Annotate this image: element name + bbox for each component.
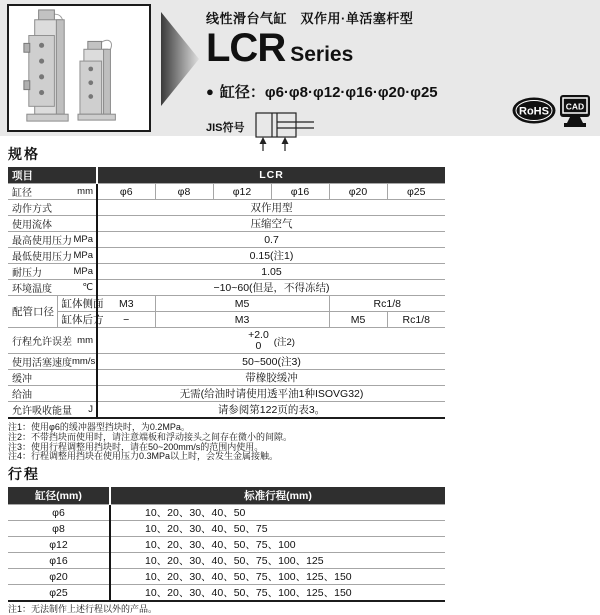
spec-label-text: 最低使用压力 xyxy=(12,252,72,263)
spec-value-cell: Rc1/8 xyxy=(387,312,445,328)
page-title xyxy=(206,28,506,77)
spec-value-cell: M5 xyxy=(155,296,329,312)
spec-value-cell: M5 xyxy=(329,312,387,328)
spec-value-cell: 0.7 xyxy=(97,232,445,248)
stroke-table xyxy=(8,487,445,602)
spec-row xyxy=(8,402,445,419)
spec-label-text: 缸径 xyxy=(12,188,32,199)
spec-label-text: 环境温度 xyxy=(12,284,52,295)
spec-row xyxy=(8,200,445,216)
tolerance-lower: 0 xyxy=(255,339,262,352)
jis-label: JIS符号 xyxy=(206,122,245,134)
stroke-row xyxy=(8,537,445,553)
spec-row xyxy=(8,354,445,370)
stroke-header-row xyxy=(8,487,445,505)
stroke-section xyxy=(8,464,445,615)
stroke-values-cell: 10、20、30、40、50、75、100、125 xyxy=(110,553,445,569)
slide-cylinder-illustration xyxy=(9,6,145,126)
spec-value-cell: φ12 xyxy=(213,184,271,200)
spec-value-cell: 1.05 xyxy=(97,264,445,280)
stroke-bore-cell: φ8 xyxy=(8,521,110,537)
spec-note: 注1：使用φ6的缓冲器型挡块时，为0.2MPa。 xyxy=(8,422,190,432)
spec-row xyxy=(8,328,445,354)
spec-row xyxy=(8,232,445,248)
spec-header-row xyxy=(8,167,445,184)
spec-value-cell: 带橡胶缓冲 xyxy=(97,370,445,386)
stroke-values-cell: 10、20、30、40、50、75、100、125、150 xyxy=(110,585,445,602)
spec-row xyxy=(8,184,445,200)
spec-row-label xyxy=(8,354,97,370)
spec-unit-text: MPa xyxy=(73,234,93,245)
spec-row xyxy=(8,216,445,232)
stroke-bore-cell: φ20 xyxy=(8,569,110,585)
spec-unit-text: MPa xyxy=(73,250,93,261)
spec-value-cell: Rc1/8 xyxy=(329,296,445,312)
product-subtitle: 线性滑台气缸 双作用·单活塞杆型 xyxy=(206,11,414,26)
spec-label-text: 动作方式 xyxy=(12,204,52,215)
spec-unit-text: MPa xyxy=(73,266,93,277)
spec-note: 注3：使用行程调整用挡块时，请在50~200mm/s的范围内使用。 xyxy=(8,441,264,452)
spec-section-title: 规格 xyxy=(8,146,40,162)
spec-value-cell: 无需(给油时请使用透平油1种ISOVG32) xyxy=(97,386,445,402)
spec-label-text: 使用活塞速度 xyxy=(12,358,72,369)
spec-section xyxy=(8,144,445,462)
spec-row-label: 配管口径 xyxy=(8,296,57,328)
spec-label-text: 最高使用压力 xyxy=(12,236,72,247)
product-photo xyxy=(7,4,151,132)
spec-label-text: 行程允许误差 xyxy=(12,337,72,348)
tolerance-note: (注2) xyxy=(273,336,295,348)
spec-value-cell: φ6 xyxy=(97,184,155,200)
stroke-row xyxy=(8,521,445,537)
stroke-row xyxy=(8,505,445,521)
bullet-icon: ● xyxy=(206,84,214,99)
rohs-badge-text: RoHS xyxy=(519,105,549,118)
spec-row xyxy=(8,312,445,328)
spec-unit-text: mm xyxy=(77,186,93,197)
spec-row xyxy=(8,386,445,402)
spec-value-cell: M3 xyxy=(155,312,329,328)
spec-value-cell: − xyxy=(97,312,155,328)
spec-value-cell: 请参阅第122页的表3。 xyxy=(97,402,445,419)
stroke-section-title: 行程 xyxy=(8,466,40,482)
stroke-bore-cell: φ6 xyxy=(8,505,110,521)
stroke-note-line: 注1：无法制作上述行程以外的产品。 xyxy=(8,604,158,614)
spec-row-label xyxy=(8,370,97,386)
spec-unit-text: mm xyxy=(77,335,93,346)
spec-value-cell: φ20 xyxy=(329,184,387,200)
stroke-values-cell: 10、20、30、40、50、75 xyxy=(110,521,445,537)
series-name: LCR xyxy=(206,26,286,70)
stroke-values-cell: 10、20、30、40、50、75、100、125、150 xyxy=(110,569,445,585)
spec-table xyxy=(8,167,445,419)
spec-unit-text: mm/s xyxy=(72,356,96,367)
header-arrow-icon xyxy=(161,12,199,106)
header xyxy=(0,0,600,140)
cad-badge xyxy=(559,94,591,128)
spec-tolerance-cell xyxy=(97,328,445,354)
spec-value-cell: M3 xyxy=(97,296,155,312)
spec-label-text: 给油 xyxy=(12,390,32,401)
spec-note: 注4：行程调整用挡块在使用压力0.3MPa以上时，会发生金属接触。 xyxy=(8,451,279,462)
bore-sizes-text: 缸径：φ6·φ8·φ12·φ16·φ20·φ25 xyxy=(219,84,438,101)
spec-row-label xyxy=(8,328,97,354)
stroke-row xyxy=(8,553,445,569)
stroke-row xyxy=(8,585,445,602)
spec-row xyxy=(8,370,445,386)
spec-row-label xyxy=(8,248,97,264)
stroke-bore-cell: φ16 xyxy=(8,553,110,569)
spec-value-cell: φ25 xyxy=(387,184,445,200)
spec-label-text: 缓冲 xyxy=(12,374,32,385)
spec-header-series: LCR xyxy=(97,167,445,184)
spec-row-label xyxy=(8,216,97,232)
spec-notes xyxy=(8,423,445,462)
stroke-row xyxy=(8,569,445,585)
spec-row-sublabel: 缸体后方 xyxy=(57,312,97,328)
spec-row-sublabel: 缸体侧面 xyxy=(57,296,97,312)
spec-header-item: 项目 xyxy=(8,167,97,184)
spec-row-label xyxy=(8,200,97,216)
spec-row xyxy=(8,296,445,312)
spec-value-cell: 压缩空气 xyxy=(97,216,445,232)
stroke-values-cell: 10、20、30、40、50 xyxy=(110,505,445,521)
spec-row xyxy=(8,264,445,280)
spec-row xyxy=(8,280,445,296)
spec-value-cell: 0.15(注1) xyxy=(97,248,445,264)
spec-row-label xyxy=(8,280,97,296)
spec-value-cell: 50~500(注3) xyxy=(97,354,445,370)
spec-unit-text: ℃ xyxy=(82,282,93,293)
spec-row-label xyxy=(8,232,97,248)
spec-unit-text: J xyxy=(88,404,93,415)
spec-note: 注2：不带挡块而使用时，请注意端板和浮动接头之间存在微小的间隙。 xyxy=(8,431,293,442)
spec-row-label xyxy=(8,264,97,280)
spec-label-text: 使用流体 xyxy=(12,220,52,231)
stroke-values-cell: 10、20、30、40、50、75、100 xyxy=(110,537,445,553)
spec-label-text: 允许吸收能量 xyxy=(12,406,72,417)
stroke-notes xyxy=(8,605,445,615)
spec-table-body xyxy=(8,167,445,418)
spec-row-label xyxy=(8,184,97,200)
stroke-bore-cell: φ12 xyxy=(8,537,110,553)
spec-value-cell: 双作用型 xyxy=(97,200,445,216)
bore-sizes-line xyxy=(206,81,506,102)
spec-row-label xyxy=(8,386,97,402)
spec-row xyxy=(8,248,445,264)
spec-value-cell: φ16 xyxy=(271,184,329,200)
stroke-table-body xyxy=(8,487,445,601)
spec-value-cell: −10~60(但是，不得冻结) xyxy=(97,280,445,296)
stroke-header-cell: 缸径(mm) xyxy=(8,487,110,505)
spec-row-label xyxy=(8,402,97,419)
series-suffix: Series xyxy=(290,43,354,66)
stroke-header-cell: 标准行程(mm) xyxy=(110,487,445,505)
cad-badge-text: CAD xyxy=(565,101,585,112)
stroke-bore-cell: φ25 xyxy=(8,585,110,602)
rohs-badge xyxy=(512,97,556,124)
tolerance-upper: +2.0 xyxy=(248,328,269,341)
spec-label-text: 耐压力 xyxy=(12,268,42,279)
spec-value-cell: φ8 xyxy=(155,184,213,200)
